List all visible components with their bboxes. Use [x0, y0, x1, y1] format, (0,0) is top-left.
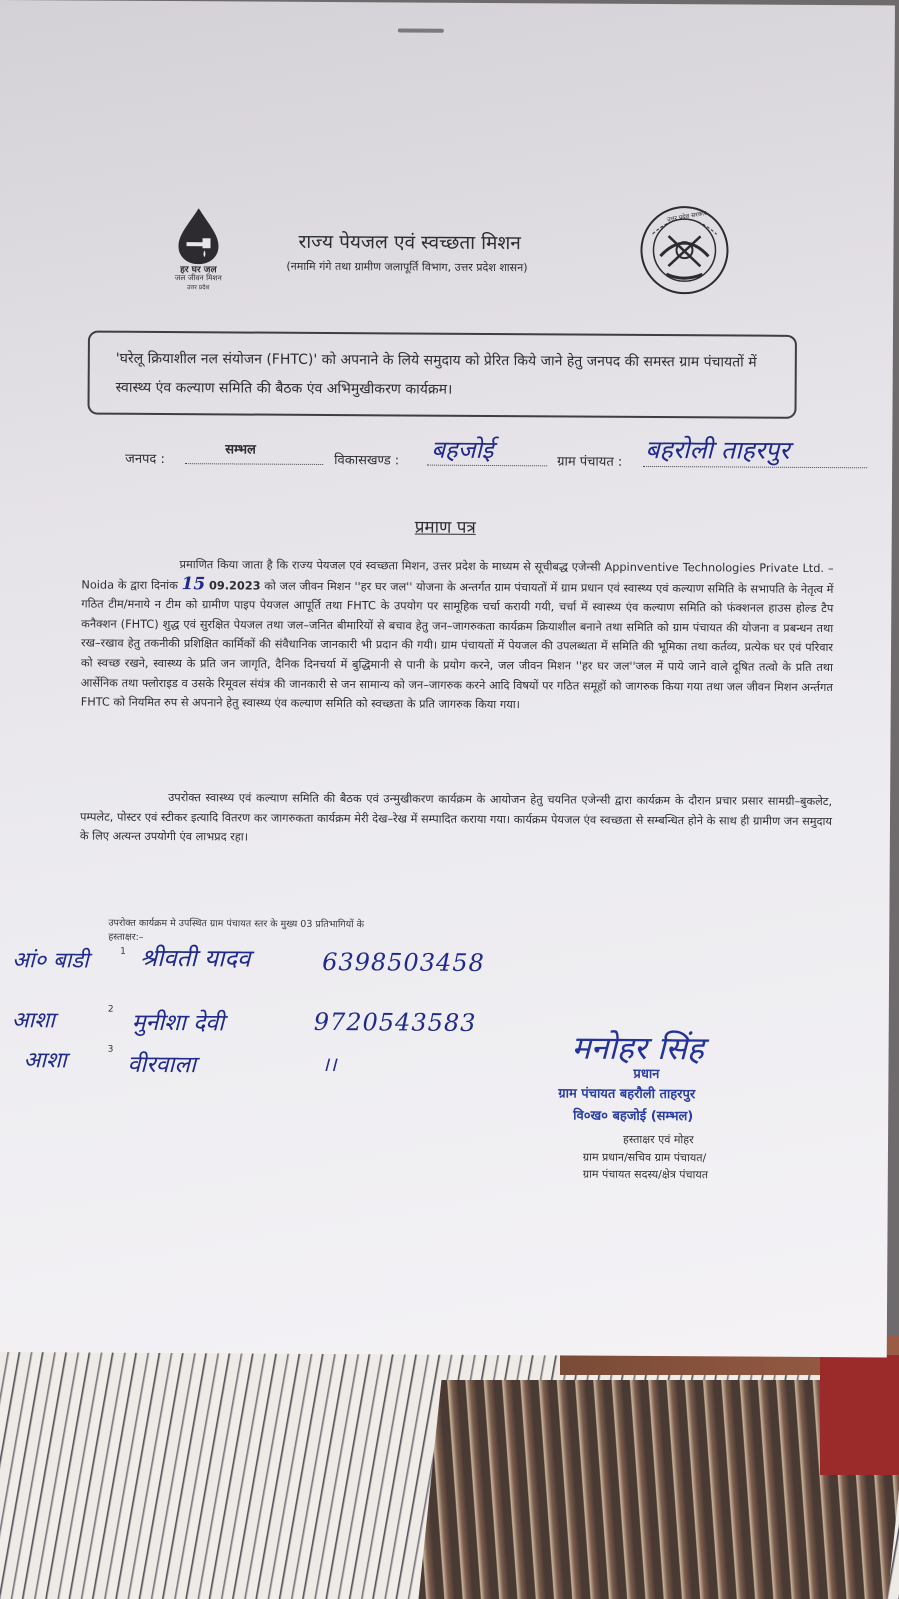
- gram-panchayat-label: ग्राम पंचायत :: [557, 454, 623, 470]
- signature-label: हस्ताक्षर:–: [108, 931, 144, 943]
- certificate-heading: प्रमाण पत्र: [414, 517, 476, 538]
- logo-subcaption-state: उत्तर प्रदेश: [186, 284, 210, 292]
- participant-role: आं० बाडी: [12, 948, 89, 974]
- participant-row-1: [12, 944, 572, 987]
- participant-role: आशा: [23, 1048, 67, 1074]
- participant-role: आशा: [11, 1008, 55, 1034]
- emblem-text: उत्तर प्रदेश सरकार: [666, 209, 707, 224]
- paragraph-1-part-b: को जल जीवन मिशन ''हर घर जल'' योजना के अन्तर्गत ग्राम पंचायतों में ग्राम प्रधान एवं स्वास्थ्य एवं कल्याण समिति के सभापति के नेतृत्व में गठित टीम/मनाये न टीम को ग्रामीण पाइप पेयजल आपूर्ति तथा FHTC के उपयोग पर सामूहिक चर्चा करायी गयी, चर्चा में स्वास्थ्य एंव कल्याण समिति को फंक्शनल हाउस होल्ड टैप कनैक्शन (FHTC) शुद्ध एवं सुरक्षित पेयजल तथा जल–जनित बीमारियों से बचाव हेतु जन–जागरुकता कार्यक्रम क्रियाशील बनाने तथा समिति को ग्राम पंचायत की योजना व प्रबन्धन तथा रख–रखाव हेतु तकनीकी प्रशिक्षित कार्मिकों की संवैधानिक जानकारी भी प्रदान की गयी। ग्राम पंचायतों में पेयजल की उपलब्धता में समिति की भूमिका तथा कर्तव्य, प्रत्येक घर एवं परिवार को स्वच्छ रखने, स्वास्थ्य के प्रति जन जागृति, दैनिक दिनचर्या में बुद्धिमानी से पानी के प्रयोग करने, जल जीवन मिशन ''हर घर जल''जल में पाये जाने वाले दूषित तत्वो के प्रति तथा आर्सेनिक तथा फ्लोराइड व उसके रिमूवल संयंत्र की जानकारी से जन सामान्य को जन–जागरुक करने आदि विषयों पर गठित समूहों को जागरुक किया गया तथा जल जीवन मिशन अर्न्तगत FHTC को नियमित रुप से अपनाने हेतु स्वास्थ्य एंव कल्याण समिति को स्वच्छता के प्रति जागरुक किया गया।: [80, 579, 834, 712]
- participant-name: वीरवाला: [127, 1051, 197, 1079]
- staple-mark: [398, 28, 444, 32]
- signatory-roles-1: ग्राम प्रधान/सचिव ग्राम पंचायत/: [582, 1150, 707, 1165]
- stamp-designation: प्रधान: [633, 1066, 660, 1083]
- signatory-signature: मनोहर सिंह: [571, 1028, 705, 1068]
- logo-caption: हर घर जल: [180, 265, 217, 276]
- participant-name: श्रीवती यादव: [140, 943, 251, 973]
- gram-panchayat-value: बहरोली ताहरपुर: [645, 434, 790, 465]
- participant-number: 3: [107, 1044, 114, 1055]
- certificate-paragraph-2: उपरोक्त स्वास्थ्य एवं कल्याण समिति की बैठक एवं उन्मुखीकरण कार्यक्रम के आयोजन हेतु चयनित एजेन्सी द्वारा कार्यक्रम के दौरान प्रचार प्रसार सामग्री–बुकलेट, पम्पलेट, पोस्टर एवं स्टीकर इत्यादि वितरण कर जागरुकता कार्यक्रम मेरी देख–रेख में सम्पादित कराया गया। कार्यक्रम पेयजल एंव स्वच्छता से सम्बन्धित होने के साथ ही ग्रामीण जन समुदाय के लिए अत्यन्त उपयोगी एंव लाभप्रद रहा।: [79, 791, 833, 844]
- up-government-emblem: [638, 204, 731, 297]
- mission-subtitle: (नमामि गंगे तथा ग्रामीण जलापूर्ति विभाग, उत्तर प्रदेश शासन): [286, 259, 528, 275]
- participant-row-2: [12, 1004, 572, 1047]
- mission-title: राज्य पेयजल एवं स्वच्छता मिशन: [298, 230, 521, 255]
- program-title: 'घरेलू क्रियाशील नल संयोजन (FHTC)' को अपनाने के लिये समुदाय को प्रेरित किये जाने हेतु जनपद की समस्त ग्राम पंचायतों में स्वास्थ्य एंव कल्याण समिति की बैठक एंव अभिमुखीकरण कार्यक्रम।: [115, 350, 757, 398]
- participant-number: 1: [120, 946, 126, 957]
- participants-note: उपरोक्त कार्यक्रम मे उपस्थित ग्राम पंचायत स्तर के मुख्य 03 प्रतिभागियों के: [108, 917, 364, 931]
- janpad-label: जनपद :: [125, 451, 165, 468]
- certificate-paragraph-1: [81, 555, 834, 717]
- participant-phone: ।।: [321, 1051, 337, 1077]
- gram-panchayat-field: [643, 434, 867, 468]
- stamp-block: वि०ख० बहजोई (सम्भल): [573, 1108, 694, 1125]
- participant-number: 2: [107, 1004, 114, 1015]
- paragraph-1-part-a: प्रमाणित किया जाता है कि राज्य पेयजल एवं स्वच्छता मिशन, उत्तर प्रदेश के माध्यम से सूचीबद्ध एजेन्सी Appinventive Technologies Private Ltd. – Noida के द्वारा दिनांक: [81, 558, 834, 592]
- janpad-value: सम्भल: [225, 442, 256, 458]
- janpad-field: [185, 442, 323, 465]
- stamp-panchayat: ग्राम पंचायत बहरौली ताहरपुर: [558, 1086, 696, 1103]
- water-drop-icon: [158, 206, 238, 264]
- logo-subcaption: जल जीवन मिशन: [174, 273, 222, 283]
- signatory-roles-2: ग्राम पंचायत सदस्य/क्षेत्र पंचायत: [582, 1167, 709, 1182]
- participant-phone: 9720543583: [313, 1007, 477, 1037]
- background-red-object: [820, 1355, 899, 1475]
- participant-phone: 6398503458: [322, 947, 485, 977]
- participant-name: मुनीशा देवी: [131, 1009, 225, 1037]
- program-title-box: [87, 331, 796, 419]
- har-ghar-jal-logo: [158, 206, 239, 296]
- block-value: बहजोई: [431, 435, 494, 465]
- block-label: विकासखण्ड :: [334, 453, 400, 469]
- handwritten-date: 15: [181, 573, 206, 594]
- participant-row-3: [11, 1044, 571, 1087]
- block-field: [427, 435, 547, 467]
- printed-date: 09.2023: [208, 578, 261, 593]
- signature-caption: हस्ताक्षर एवं मोहर: [623, 1132, 694, 1147]
